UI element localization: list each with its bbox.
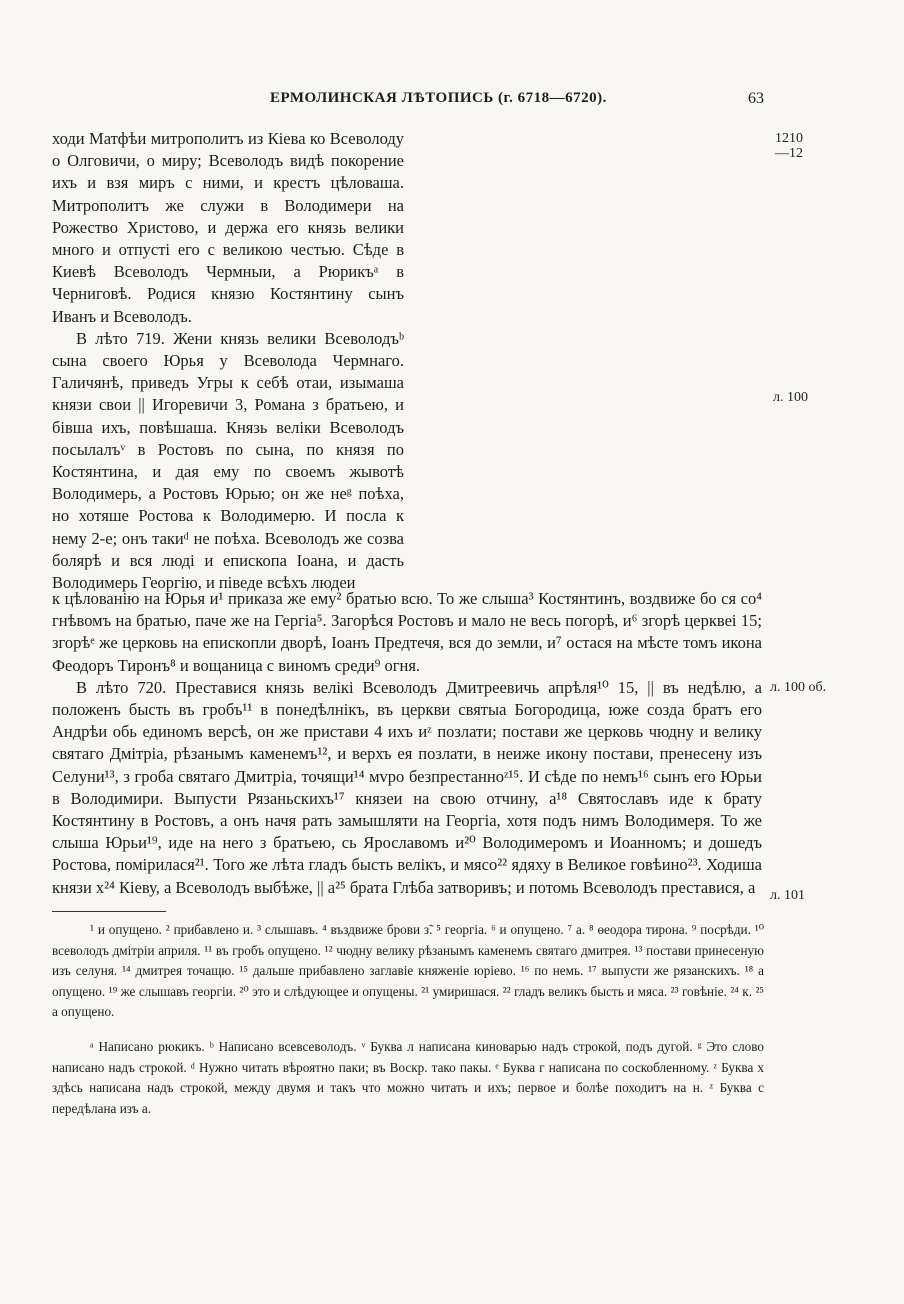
footnote-text: ᵃ Написано рюкикъ. ᵇ Написано всевсеволодъ. ᵛ Буква л написана киноварью надъ строкой, подъ дугой. ᵍ Это слово написано надъ строкой. ᵈ Нужно читать вѣроятно паки; въ Воскр. тако пакы. ᵉ Буква г написана по соскобленному. ᶻ Буква х здѣсь написана надъ строкой, между двумя и такъ что можно читать и ихъ; первое и болѣе походитъ на н. ᶻ Буква с передѣлана изъ а. — [52, 1039, 764, 1116]
paragraph: В лѣто 720. Преставися князь велікі Всеволодъ Дмитреевичь апрѣля¹⁰ 15, || въ недѣлю, а положенъ бысть въ гробъ¹¹ в понедѣлнікъ, въ церкви святыа Богородица, юже созда братъ его Андрѣи обь единомъ версѣ, он же пристави 4 ихъ иᶻ позлати; постави же церковь чюдну и велику святаго Дмітріа, рѣзанымъ каменемъ¹², и верхъ ея позлати, в неиже икону постави, пренесену изъ Селуни¹³, з гроба святаго Дмитріа, точящи¹⁴ мvро безпрестанноᶻ¹⁵. И сѣде по немъ¹⁶ сынъ его Юрьи в Володимири. Выпусти Рязаньскихъ¹⁷ князеи на свою отчину, а¹⁸ Святославъ иде к брату Костянтину в Ростовъ, а онъ начя рать замышляти на Георгіа, хотя подъ нимъ Володимеря. То же слыша Юрьи¹⁹, иде на него з братьею, сь Ярославомъ и²⁰ Володимеромъ и Иоанномъ; и дошедъ Ростова, помірилася²¹. Того же лѣта гладъ бысть велікъ, и мясо²² ядяху в Великое говѣино²³. Ходиша князи х²⁴ Кіеву, а Всеволодъ выбѣже, || а²⁵ брата Глѣба затворивъ; и потомь Всеволодъ преставися, а — [52, 677, 762, 897]
text-block-narrow — [52, 128, 404, 594]
page-number: 63 — [748, 90, 764, 107]
paragraph: В лѣто 719. Жени князь велики Всеволодъᵇ сына своего Юрья у Всеволода Чермнаго. Галичянѣ, приведъ Угры к себѣ отаи, изымаша князи свои || Игоревичи 3, Романа з братьею, и бівша ихъ, повѣшаша. Князь веліки Всеволодъ посылалъᵛ в Ростовъ по сына, по князя по Костянтина, и дая ему по своемъ жывотѣ Володимерь, а Ростовъ Юрью; он же неᵍ поѣха, но хотяше Ростова к Володимерю. И посла к нему 2-е; онъ такиᵈ не поѣха. Всеволодъ же созва болярѣ и вся люді и епископа Іоана, и дасть Володимерь Георгію, и піведе всѣхъ людеи — [52, 328, 404, 593]
margin-leaf-ref: л. 100 об. — [770, 680, 827, 695]
page-title: ЕРМОЛИНСКАЯ ЛѢТОПИСЬ (г. 6718—6720). — [270, 90, 607, 106]
margin-year-bottom: —12 — [775, 146, 803, 161]
footnotes-numeric — [52, 920, 764, 1023]
margin-leaf-ref: л. 100 — [773, 390, 808, 405]
text-block-wide — [52, 588, 762, 899]
footnote-divider — [52, 911, 166, 912]
footnotes-lettered — [52, 1037, 764, 1119]
margin-leaf-ref: л. 101 — [770, 888, 805, 903]
paragraph: к цѣлованію на Юрья и¹ приказа же ему² братью всю. То же слыша³ Костянтинъ, воздвиже бо ся со⁴ гнѣвомъ на братью, паче же на Гергіа⁵. Загорѣся Ростовъ и мало не весь погорѣ, и⁶ згорѣ церквеі 15; згорѣᵉ же церковь на епископли дворѣ, Іоанъ Предтечя, вся до земли, и⁷ остася на мѣсте томъ икона Феодоръ Тиронъ⁸ и вощаница с виномъ среди⁹ огня. — [52, 589, 762, 675]
footnote-text: ¹ и опущено. ² прибавлено и. ³ слышавъ. ⁴ въздвиже брови з̃. ⁵ георгіа. ⁶ и опущено. ⁷ а. ⁸ өеодора тирона. ⁹ посрѣди. ¹⁰ всеволодъ дмітріи априля. ¹¹ въ гробъ опущено. ¹² чюдну велику рѣзанымъ каменемъ святаго дмитрея. ¹³ постави принесеную изъ селуня. ¹⁴ дмитрея точащю. ¹⁵ дальше прибавлено заглавіе княженіе юріево. ¹⁶ по немь. ¹⁷ выпусти же рязанскихъ. ¹⁸ а опущено. ¹⁹ же слышавъ георгіи. ²⁰ это и слѣдующее и опущены. ²¹ умиришася. ²² гладъ великъ бысть и мяса. ²³ говѣніе. ²⁴ к. ²⁵ а опущено. — [52, 922, 764, 1019]
paragraph: ходи Матфѣи митрополитъ из Кіева ко Всеволоду о Олговичи, о миру; Всеволодъ видѣ покорение ихъ и взя миръ с ними, и крестъ цѣловаша. Митрополитъ же служи в Володимери на Рожество Христово, и держа его князь велики много и отпусті его с великою честью. Сѣде в Киевѣ Всеволодъ Чермныи, а Рюрикъᵃ в Черниговѣ. Родися князю Костянтину сынъ Иванъ и Всеволодъ. — [52, 129, 404, 326]
running-header — [0, 90, 904, 114]
margin-year-top: 1210 — [775, 131, 803, 146]
